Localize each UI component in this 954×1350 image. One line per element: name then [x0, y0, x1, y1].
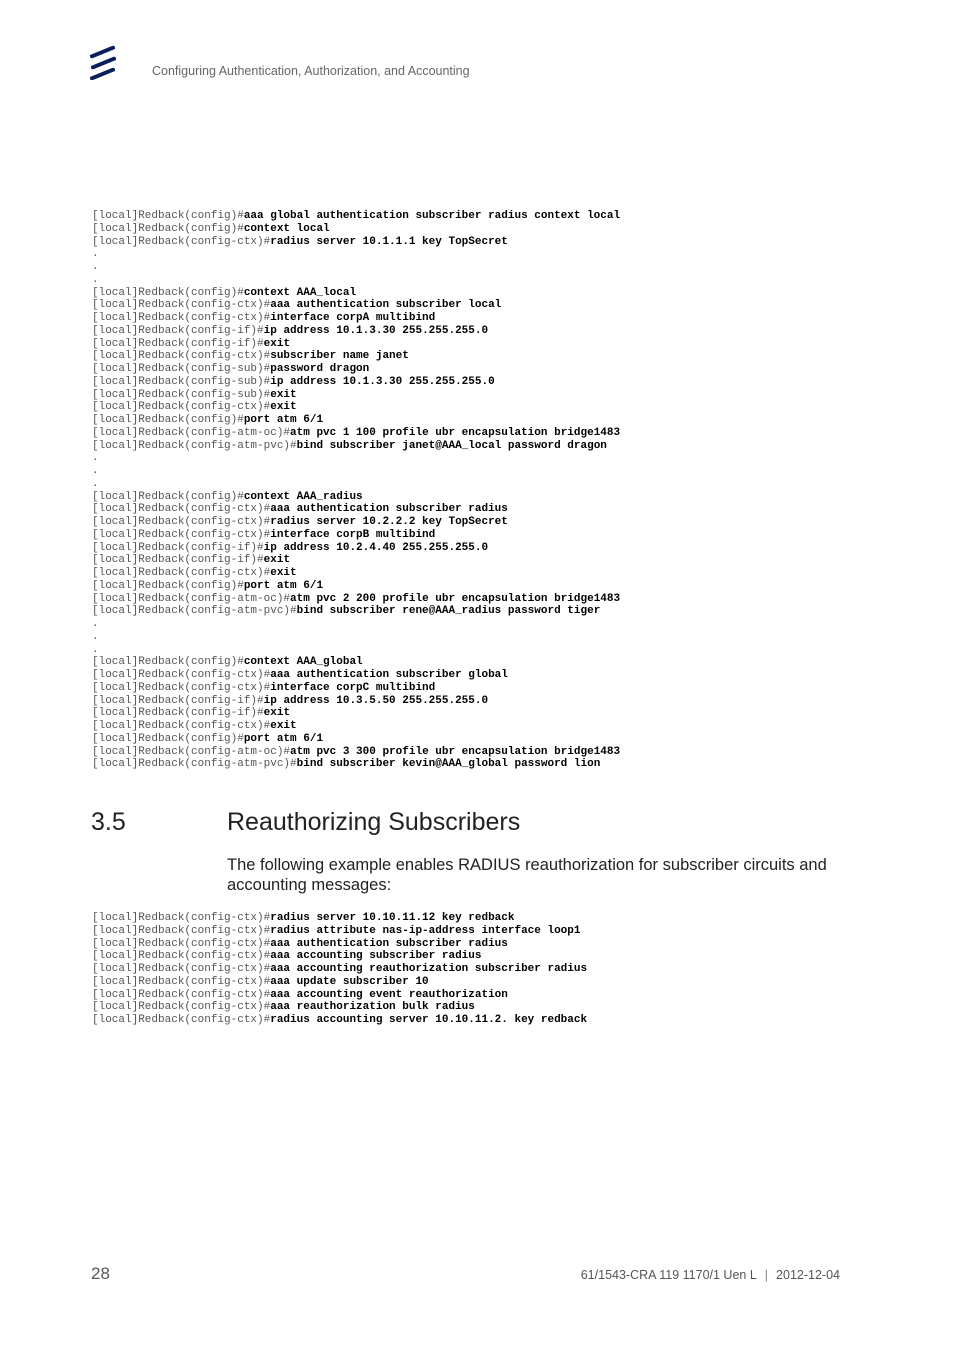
code-command: exit [270, 388, 297, 401]
cli-code-listing-2 [92, 912, 587, 1027]
code-prompt: [local]Redback(config-ctx)# [92, 350, 271, 363]
code-line [92, 491, 620, 504]
code-line [92, 274, 620, 287]
code-prompt: . [92, 248, 99, 261]
code-command: atm pvc 2 200 profile ubr encapsulation bridge1483 [290, 592, 621, 605]
code-line [92, 312, 620, 325]
code-prompt: [local]Redback(config-ctx)# [92, 312, 271, 324]
code-prompt: [local]Redback(config-ctx)# [92, 975, 271, 988]
code-command: password dragon [270, 363, 370, 375]
code-prompt: [local]Redback(config-ctx)# [92, 235, 271, 248]
code-prompt: [local]Redback(config)# [92, 222, 244, 235]
code-command: context AAA_global [243, 656, 363, 669]
code-prompt: [local]Redback(config-ctx)# [92, 988, 271, 1001]
footer-separator: | [764, 1268, 769, 1282]
code-line [92, 401, 620, 414]
code-command: bind subscriber janet@AAA_local password dragon [296, 439, 607, 452]
code-line [92, 720, 620, 733]
code-prompt: [local]Redback(config-ctx)# [92, 299, 271, 312]
code-line [92, 325, 620, 338]
code-prompt: [local]Redback(config-sub)# [92, 388, 271, 401]
code-command: ip address 10.1.3.30 255.255.255.0 [263, 324, 489, 337]
code-line [92, 414, 620, 427]
code-line [92, 554, 620, 567]
code-line [92, 1001, 587, 1014]
code-prompt: [local]Redback(config-if)# [92, 324, 264, 337]
code-prompt: . [92, 273, 99, 286]
code-command: atm pvc 1 100 profile ubr encapsulation bridge1483 [290, 426, 621, 439]
code-line [92, 733, 620, 746]
code-command: aaa authentication subscriber global [270, 669, 508, 681]
code-command: aaa authentication subscriber radius [270, 503, 508, 516]
code-line [92, 299, 620, 312]
code-command: exit [270, 567, 297, 579]
document-date: 2012-12-04 [776, 1268, 840, 1282]
code-prompt: [local]Redback(config-ctx)# [92, 937, 271, 950]
running-header-title: Configuring Authentication, Authorization, and Accounting [152, 64, 470, 78]
code-command: atm pvc 3 300 profile ubr encapsulation bridge1483 [290, 745, 621, 758]
code-command: radius server 10.10.11.12 key redback [270, 912, 515, 924]
code-command: interface corpC multibind [270, 681, 436, 694]
code-command: subscriber name janet [270, 350, 409, 363]
code-line [92, 976, 587, 989]
code-command: aaa update subscriber 10 [270, 975, 429, 988]
code-line [92, 593, 620, 606]
code-command: radius server 10.2.2.2 key TopSecret [270, 516, 508, 528]
code-line [92, 516, 620, 529]
code-prompt: [local]Redback(config-atm-pvc)# [92, 758, 297, 771]
code-line [92, 669, 620, 682]
code-prompt: . [92, 452, 99, 465]
code-prompt: [local]Redback(config)# [92, 732, 244, 745]
code-line [92, 287, 620, 300]
code-command: port atm 6/1 [243, 414, 324, 426]
code-prompt: [local]Redback(config-if)# [92, 337, 264, 350]
code-command: interface corpA multibind [270, 312, 436, 324]
ericsson-logo-icon [88, 44, 118, 80]
code-prompt: [local]Redback(config-ctx)# [92, 720, 271, 732]
code-prompt: [local]Redback(config-ctx)# [92, 516, 271, 528]
code-line [92, 707, 620, 720]
code-line [92, 542, 620, 555]
code-prompt: . [92, 465, 99, 477]
code-line [92, 350, 620, 363]
code-prompt: [local]Redback(config-if)# [92, 541, 264, 554]
code-command: bind subscriber kevin@AAA_global password lion [296, 758, 601, 771]
code-command: radius accounting server 10.10.11.2. key redback [270, 1014, 588, 1026]
code-prompt: [local]Redback(config-if)# [92, 554, 264, 567]
code-command: aaa accounting event reauthorization [270, 988, 508, 1001]
code-prompt: [local]Redback(config-atm-oc)# [92, 745, 291, 758]
code-line [92, 503, 620, 516]
code-line [92, 950, 587, 963]
code-prompt: [local]Redback(config-if)# [92, 707, 264, 720]
code-prompt: [local]Redback(config)# [92, 656, 244, 669]
code-prompt: [local]Redback(config-atm-oc)# [92, 426, 291, 439]
code-line [92, 682, 620, 695]
code-prompt: [local]Redback(config-sub)# [92, 363, 271, 375]
page-number: 28 [91, 1264, 110, 1283]
code-line [92, 223, 620, 236]
code-line [92, 656, 620, 669]
code-line [92, 925, 587, 938]
code-prompt: . [92, 477, 99, 490]
code-line [92, 631, 620, 644]
section-body-paragraph: The following example enables RADIUS reauthorization for subscriber circuits and accounting messages: [227, 856, 827, 894]
code-command: radius attribute nas-ip-address interface loop1 [270, 924, 581, 937]
code-command: exit [270, 720, 297, 732]
code-prompt: [local]Redback(config-atm-oc)# [92, 592, 291, 605]
code-command: bind subscriber rene@AAA_radius password tiger [296, 605, 601, 618]
code-prompt: [local]Redback(config-ctx)# [92, 567, 271, 579]
code-line [92, 758, 620, 771]
code-line [92, 452, 620, 465]
code-line [92, 529, 620, 542]
code-prompt: [local]Redback(config-ctx)# [92, 681, 271, 694]
code-command: ip address 10.3.5.50 255.255.255.0 [263, 694, 489, 707]
code-line [92, 746, 620, 759]
code-prompt: [local]Redback(config)# [92, 414, 244, 426]
code-command: context local [243, 222, 330, 235]
code-line [92, 427, 620, 440]
code-command: context AAA_radius [243, 490, 363, 503]
code-command: context AAA_local [243, 286, 357, 299]
code-line [92, 376, 620, 389]
code-line [92, 389, 620, 402]
code-prompt: [local]Redback(config-atm-pvc)# [92, 605, 297, 618]
code-prompt: [local]Redback(config-ctx)# [92, 963, 271, 975]
code-command: ip address 10.2.4.40 255.255.255.0 [263, 541, 489, 554]
code-prompt: . [92, 261, 99, 273]
code-line [92, 440, 620, 453]
code-command: aaa authentication subscriber radius [270, 937, 508, 950]
code-prompt: [local]Redback(config)# [92, 210, 244, 222]
code-line [92, 963, 587, 976]
code-prompt: [local]Redback(config-ctx)# [92, 503, 271, 516]
code-prompt: [local]Redback(config-if)# [92, 694, 264, 707]
code-line [92, 695, 620, 708]
code-command: ip address 10.1.3.30 255.255.255.0 [270, 375, 495, 388]
code-line [92, 580, 620, 593]
code-prompt: [local]Redback(config-ctx)# [92, 528, 271, 541]
code-prompt: [local]Redback(config)# [92, 286, 244, 299]
code-prompt: [local]Redback(config-sub)# [92, 375, 271, 388]
code-command: exit [270, 401, 297, 414]
code-line [92, 989, 587, 1002]
code-line [92, 236, 620, 249]
code-command: aaa accounting reauthorization subscriber radius [270, 963, 588, 975]
code-command: exit [263, 554, 291, 567]
code-line [92, 338, 620, 351]
code-line [92, 210, 620, 223]
code-prompt: [local]Redback(config)# [92, 490, 244, 503]
code-prompt: . [92, 643, 99, 656]
code-command: aaa authentication subscriber local [270, 299, 502, 312]
code-prompt: [local]Redback(config-ctx)# [92, 669, 271, 681]
code-line [92, 912, 587, 925]
code-command: radius server 10.1.1.1 key TopSecret [270, 235, 508, 248]
code-prompt: . [92, 618, 99, 630]
code-prompt: [local]Redback(config-ctx)# [92, 401, 271, 414]
code-line [92, 644, 620, 657]
code-line [92, 938, 587, 951]
footer-document-info [581, 1268, 840, 1282]
code-command: aaa global authentication subscriber radius context local [243, 210, 621, 222]
code-command: port atm 6/1 [243, 732, 324, 745]
code-line [92, 363, 620, 376]
code-line [92, 248, 620, 261]
code-command: aaa accounting subscriber radius [270, 950, 482, 963]
document-id: 61/1543-CRA 119 1170/1 Uen L [580, 1268, 757, 1282]
code-prompt: . [92, 630, 99, 643]
section-number: 3.5 [91, 808, 126, 836]
code-command: exit [263, 707, 291, 720]
code-line [92, 567, 620, 580]
code-prompt: [local]Redback(config-ctx)# [92, 1001, 271, 1014]
code-line [92, 1014, 587, 1027]
code-line [92, 465, 620, 478]
code-line [92, 605, 620, 618]
section-title: Reauthorizing Subscribers [227, 808, 521, 836]
code-prompt: [local]Redback(config-ctx)# [92, 924, 271, 937]
code-line [92, 261, 620, 274]
code-command: interface corpB multibind [270, 528, 436, 541]
code-command: port atm 6/1 [243, 579, 324, 592]
code-prompt: [local]Redback(config)# [92, 579, 244, 592]
code-command: exit [263, 337, 291, 350]
cli-code-listing-1 [92, 210, 620, 771]
code-command: aaa reauthorization bulk radius [270, 1001, 475, 1014]
code-prompt: [local]Redback(config-ctx)# [92, 912, 271, 924]
code-line [92, 618, 620, 631]
code-prompt: [local]Redback(config-ctx)# [92, 950, 271, 963]
code-line [92, 478, 620, 491]
code-prompt: [local]Redback(config-atm-pvc)# [92, 439, 297, 452]
code-prompt: [local]Redback(config-ctx)# [92, 1014, 271, 1026]
